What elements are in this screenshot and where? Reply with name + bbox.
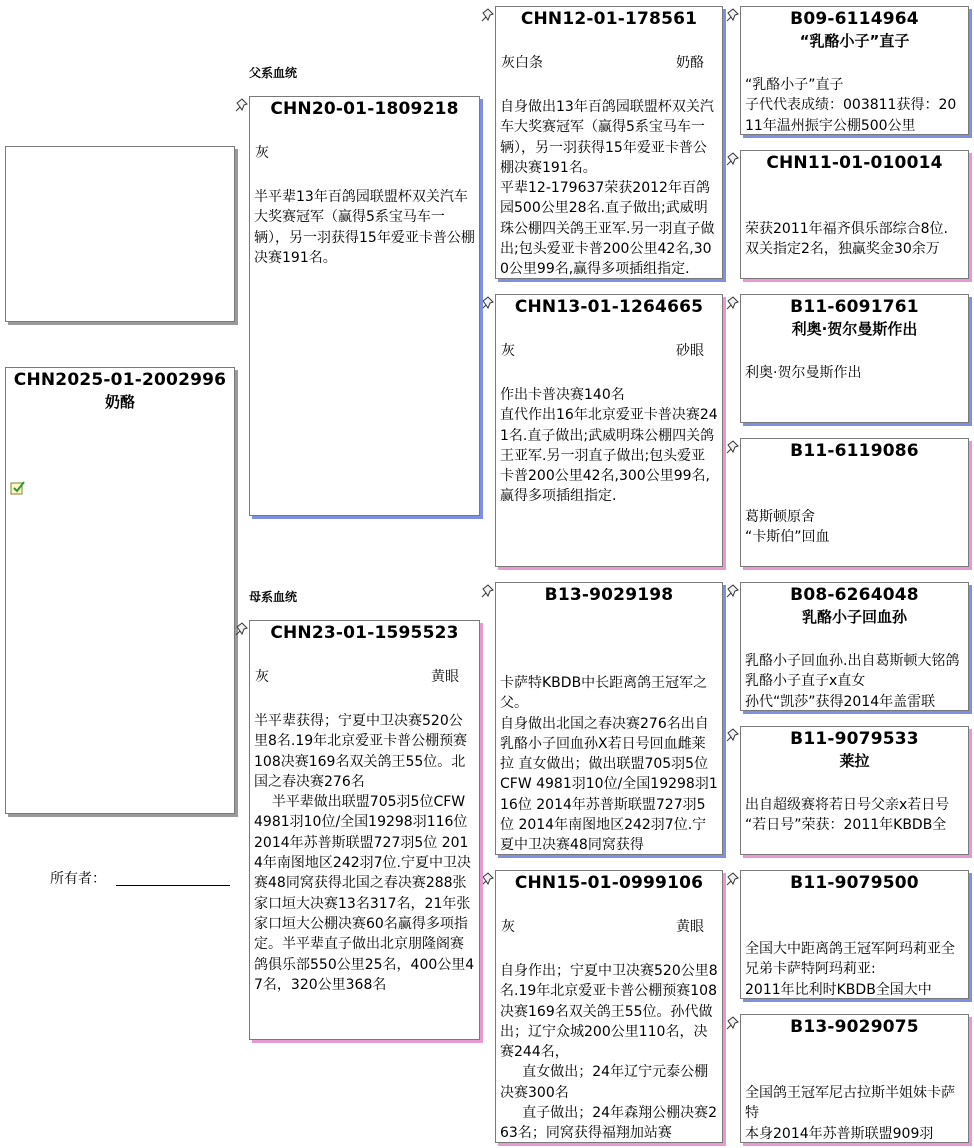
g3-description: “乳酪小子”直子 子代代表成绩：003811获得：2011年温州振宇公棚500公里 <box>745 77 957 134</box>
subject-ring: CHN2025-01-2002996 <box>13 370 227 390</box>
granddam-paternal-ring: CHN13-01-1264665 <box>514 297 704 317</box>
g3-card-8 <box>740 1014 969 1143</box>
g3-card-1 <box>740 6 969 135</box>
pin-icon <box>726 584 740 598</box>
pin-icon <box>726 872 740 886</box>
photo-box <box>5 146 235 322</box>
g3-ring: B11-6119086 <box>790 441 919 461</box>
grandsire-maternal-ring: B13-9029198 <box>544 585 674 605</box>
grandsire-maternal-card <box>495 582 723 855</box>
g3-description: 乳酪小子回血孙.出自葛斯顿大铭鸽乳酪小子直子x直女 孙代“凯莎”获得2014年盖雷联 <box>745 653 960 710</box>
g3-ring: B11-9079533 <box>790 729 919 749</box>
g3-description: 利奥·贺尔曼斯作出 <box>745 365 862 381</box>
edit-icon[interactable] <box>10 480 26 496</box>
sire-card <box>249 96 480 516</box>
granddam-maternal-ring: CHN15-01-0999106 <box>514 873 704 893</box>
g3-description: 全国鸽王冠军尼古拉斯半姐妹卡萨特 本身2014年苏普斯联盟909羽 <box>745 1085 955 1142</box>
owner-label: 所有者： <box>50 871 106 887</box>
granddam-maternal-color: 灰 <box>501 919 515 935</box>
g3-card-2 <box>740 150 969 279</box>
pin-icon <box>726 1016 740 1030</box>
granddam-paternal-card <box>495 294 723 567</box>
dam-description: 半平辈获得；宁夏中卫决赛520公里8名.19年北京爱亚卡普公棚预赛108决赛169名双关鸽王55位。北国之春决赛276名 半平辈做出联盟705羽5位CFW 4981羽10位/全国19298羽116位 2014年苏普斯联盟727羽5位 2014年南图地区242羽7位.宁夏中卫决赛48同窝获得北国之春决赛288张家口垣大决赛13名317名，21年张家口垣大公棚决赛60名赢得多项指定。半平辈直子做出北京朋隆阁赛鸽俱乐部550公里25名，400公里47名，320公里368名 <box>254 713 475 993</box>
dam-color: 灰 <box>255 669 269 685</box>
subject-card <box>5 367 235 814</box>
pin-icon <box>726 440 740 454</box>
granddam-maternal-eye: 黄眼 <box>676 919 704 935</box>
grandsire-paternal-description: 自身做出13年百鸽园联盟杯双关汽车大奖赛冠军（赢得5系宝马车一辆），另一羽获得15年爱亚卡普公棚决赛191名。 平辈12-179637荣获2012年百鸽园500公里28名.直子做出;武威明珠公棚四关鸽王亚军.另一羽直子做出;包头爱亚卡普200公里42名,300公里99名,赢得多项插组指定. <box>500 99 715 278</box>
pin-icon <box>481 296 495 310</box>
owner-field[interactable] <box>116 885 230 886</box>
sire-ring: CHN20-01-1809218 <box>270 99 459 119</box>
g3-ring: B13-9029075 <box>790 1017 919 1037</box>
dam-line-label: 母系血统 <box>249 590 298 604</box>
g3-card-7 <box>740 870 969 999</box>
g3-description: 葛斯顿原舍 “卡斯伯”回血 <box>745 509 830 546</box>
g3-ring: B09-6114964 <box>790 9 919 29</box>
pin-icon <box>481 872 495 886</box>
sire-color: 灰 <box>255 145 269 161</box>
granddam-maternal-card <box>495 870 723 1143</box>
granddam-paternal-eye: 砂眼 <box>676 343 704 359</box>
g3-card-5 <box>740 582 969 711</box>
dam-ring: CHN23-01-1595523 <box>270 623 459 643</box>
pin-icon <box>726 296 740 310</box>
sire-line-label: 父系血统 <box>249 66 298 80</box>
granddam-maternal-description: 自身作出；宁夏中卫决赛520公里8名.19年北京爱亚卡普公棚预赛108决赛169名双关鸽王55位。孙代做出；辽宁众城200公里110名，决赛244名， 直女做出；24年辽宁元泰公棚决赛300名 直子做出；24年森翔公棚决赛263名；同窝获得福翔加站赛 <box>500 963 718 1142</box>
pin-icon <box>481 8 495 22</box>
pin-icon <box>235 622 249 636</box>
g3-description: 出自超级赛将若日号父亲x若日号 “若日号”荣获：2011年KBDB全 <box>745 797 950 834</box>
subject-name: 奶酪 <box>104 393 135 411</box>
g3-ring: B11-6091761 <box>790 297 919 317</box>
g3-name: 莱拉 <box>839 752 870 770</box>
pin-icon <box>235 98 249 112</box>
pin-icon <box>726 8 740 22</box>
grandsire-paternal-eye: 奶酪 <box>676 55 704 71</box>
g3-ring: CHN11-01-010014 <box>766 153 943 173</box>
g3-description: 荣获2011年福齐俱乐部综合8位. 双关指定2名，独赢奖金30余万 <box>745 221 948 258</box>
g3-card-4 <box>740 438 969 567</box>
dam-eye: 黄眼 <box>431 669 459 685</box>
g3-card-3 <box>740 294 969 423</box>
sire-description: 半平辈13年百鸽园联盟杯双关汽车大奖赛冠军（赢得5系宝马车一辆），另一羽获得15年爱亚卡普公棚决赛191名。 <box>254 189 475 266</box>
grandsire-maternal-description: 卡萨特KBDB中长距离鸽王冠军之父。 自身做出北国之春决赛276名出自乳酪小子回血孙X若日号回血雌莱拉 直女做出；做出联盟705羽5位 CFW 4981羽10位/全国19298羽116位 2014年苏普斯联盟727羽5位 2014年南图地区242羽7位.宁夏中卫决赛48同窝获得 <box>500 675 718 854</box>
g3-name: 利奥·贺尔曼斯作出 <box>791 320 918 338</box>
g3-ring: B08-6264048 <box>790 585 919 605</box>
g3-name: 乳酪小子回血孙 <box>801 608 907 626</box>
g3-card-6 <box>740 726 969 855</box>
pin-icon <box>726 152 740 166</box>
grandsire-paternal-color: 灰白条 <box>501 55 543 71</box>
pin-icon <box>726 728 740 742</box>
g3-ring: B11-9079500 <box>790 873 919 893</box>
granddam-paternal-color: 灰 <box>501 343 515 359</box>
dam-card <box>249 620 480 1040</box>
grandsire-paternal-ring: CHN12-01-178561 <box>520 9 698 29</box>
g3-name: “乳酪小子”直子 <box>799 32 910 50</box>
g3-description: 全国大中距离鸽王冠军阿玛莉亚全兄弟卡萨特阿玛莉亚: 2011年比利时KBDB全国大中 <box>745 941 955 998</box>
pin-icon <box>481 584 495 598</box>
granddam-paternal-description: 作出卡普决赛140名 直代作出16年北京爱亚卡普决赛241名.直子做出;武威明珠公棚四关鸽王亚军.另一羽直子做出;包头爱亚卡普200公里42名,300公里99名,赢得多项插组指定. <box>500 387 718 505</box>
grandsire-paternal-card <box>495 6 723 279</box>
